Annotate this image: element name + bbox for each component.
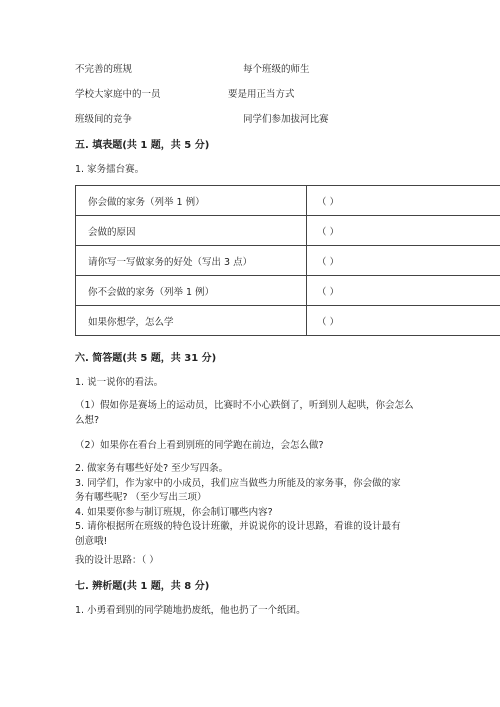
section6-q3-line1: 3. 同学们，作为家中的小成员，我们应当做些力所能及的家务事，你会做的家	[75, 477, 401, 489]
match-left-3: 班级间的竞争	[75, 114, 133, 125]
section6-q1a	[75, 399, 414, 428]
section7-title: 七. 辨析题(共 1 题，共 8 分)	[75, 581, 210, 592]
design-thoughts: 我的设计思路：（ ）	[75, 555, 159, 566]
section6-q1a-line2: 么想?	[75, 414, 100, 426]
table-row	[76, 216, 500, 246]
table-answer: （ ）	[307, 186, 500, 216]
table-label: 你不会做的家务（列举 1 例）	[76, 276, 307, 306]
table-row	[76, 186, 500, 216]
table-answer: （ ）	[307, 306, 500, 336]
table-label: 如果你想学，怎么学	[76, 306, 307, 336]
table-label: 会做的原因	[76, 216, 307, 246]
table-label: 你会做的家务（列举 1 例）	[76, 186, 307, 216]
table-answer: （ ）	[307, 276, 500, 306]
match-left-2: 学校大家庭中的一员	[75, 89, 161, 100]
match-right-1: 每个班级的师生	[243, 64, 310, 75]
table-answer: （ ）	[307, 246, 500, 276]
match-left-1: 不完善的班规	[75, 64, 133, 75]
chores-table	[75, 185, 500, 336]
section5-title: 五. 填表题(共 1 题，共 5 分)	[75, 140, 210, 151]
section6-q3-line2: 务有哪些呢? （至少写出三项）	[75, 492, 207, 503]
section6-q1: 1. 说一说你的看法。	[75, 377, 164, 388]
section6-q2: 2. 做家务有哪些好处? 至少写四条。	[75, 463, 229, 474]
table-row	[76, 276, 500, 306]
match-right-3: 同学们参加拔河比赛	[243, 114, 329, 125]
match-right-2: 要是用正当方式	[228, 89, 295, 100]
section6-q5-line1: 5. 请你根据所在班级的特色设计班徽，并说说你的设计思路，看谁的设计最有	[75, 521, 401, 532]
section6-q4: 4. 如果要你参与制订班规，你会制订哪些内容?	[75, 506, 273, 518]
section7-q1: 1. 小勇看到别的同学随地扔废纸，他也扔了一个纸团。	[75, 605, 306, 616]
section6-q1a-line1: （1）假如你是赛场上的运动员，比赛时不小心跌倒了，听到别人起哄，你会怎么	[75, 400, 414, 411]
section6-q5-line2: 创意哦!	[75, 535, 108, 547]
table-label: 请你写一写做家务的好处（写出 3 点）	[76, 246, 307, 276]
section6-title: 六. 简答题(共 5 题，共 31 分)	[75, 353, 217, 364]
section6-q1b: （2）如果你在看台上看到别班的同学跑在前边，会怎么做?	[75, 440, 324, 451]
section6-q2-q5	[75, 462, 401, 549]
table-answer: （ ）	[307, 216, 500, 246]
section5-question: 1. 家务擂台赛。	[75, 164, 145, 175]
table-row	[76, 306, 500, 336]
table-row	[76, 246, 500, 276]
